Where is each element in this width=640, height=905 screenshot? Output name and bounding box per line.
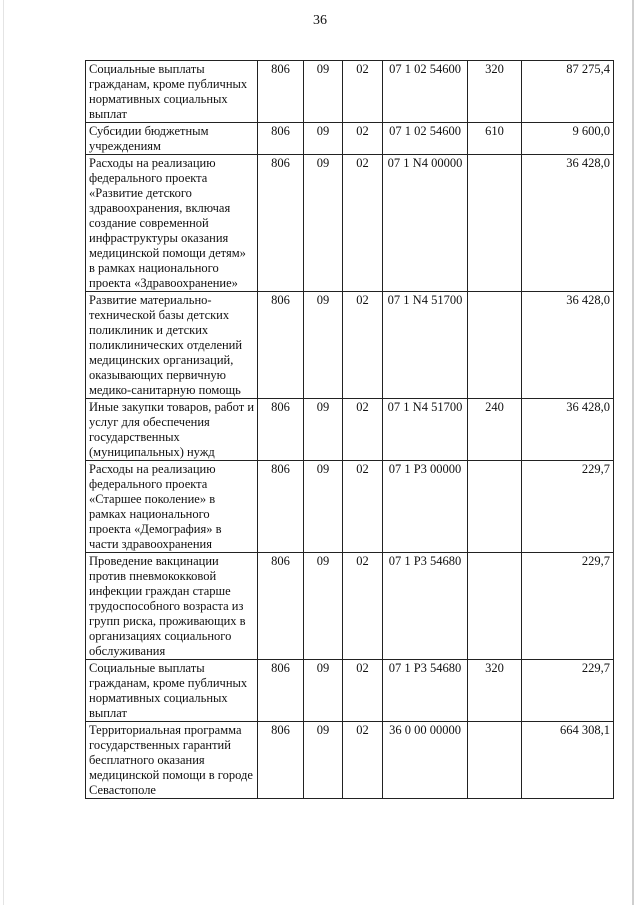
cell-target-code: 07 1 02 54600 [383,123,468,155]
scan-edge-right [632,0,634,905]
cell-ministry-code: 806 [258,123,304,155]
cell-section: 09 [304,292,343,399]
cell-sum: 229,7 [522,553,614,660]
cell-target-code: 07 1 02 54600 [383,61,468,123]
cell-name: Расходы на реализацию федерального проекта «Старшее поколение» в рамках национального проекта «Демография» в части здравоохранения [86,461,258,553]
table-row [86,461,614,553]
cell-subsection: 02 [343,155,383,292]
table-row [86,292,614,399]
table-row [86,722,614,799]
cell-subsection: 02 [343,553,383,660]
scan-edge-left [3,0,4,905]
cell-target-code: 36 0 00 00000 [383,722,468,799]
budget-table [85,60,614,799]
page-number: 36 [313,13,327,28]
cell-name: Иные закупки товаров, работ и услуг для обеспечения государственных (муниципальных) нужд [86,399,258,461]
cell-target-code: 07 1 N4 51700 [383,399,468,461]
cell-section: 09 [304,399,343,461]
table-row [86,553,614,660]
cell-expense-type: 320 [468,660,522,722]
table-row [86,123,614,155]
cell-expense-type [468,292,522,399]
table-row [86,399,614,461]
cell-target-code: 07 1 N4 00000 [383,155,468,292]
table-body [86,61,614,799]
cell-expense-type [468,155,522,292]
table-row [86,155,614,292]
cell-name: Развитие материально-технической базы детских поликлиник и детских поликлинических отделений медицинских организаций, оказывающих первичную медико-санитарную помощь [86,292,258,399]
cell-ministry-code: 806 [258,61,304,123]
cell-ministry-code: 806 [258,399,304,461]
cell-section: 09 [304,461,343,553]
cell-name: Территориальная программа государственных гарантий бесплатного оказания медицинской помощи в городе Севастополе [86,722,258,799]
cell-section: 09 [304,61,343,123]
cell-ministry-code: 806 [258,722,304,799]
cell-subsection: 02 [343,123,383,155]
cell-expense-type: 320 [468,61,522,123]
cell-target-code: 07 1 P3 00000 [383,461,468,553]
cell-expense-type [468,722,522,799]
cell-name: Расходы на реализацию федерального проекта «Развитие детского здравоохранения, включая создание современной инфраструктуры оказания медицинской помощи детям» в рамках национального проекта «Здравоохранение» [86,155,258,292]
cell-section: 09 [304,155,343,292]
cell-sum: 229,7 [522,461,614,553]
cell-subsection: 02 [343,660,383,722]
cell-name: Проведение вакцинации против пневмококковой инфекции граждан старше трудоспособного возраста из групп риска, проживающих в организациях социального обслуживания [86,553,258,660]
cell-name: Социальные выплаты гражданам, кроме публичных нормативных социальных выплат [86,61,258,123]
cell-ministry-code: 806 [258,155,304,292]
cell-expense-type: 610 [468,123,522,155]
cell-sum: 36 428,0 [522,399,614,461]
cell-sum: 36 428,0 [522,292,614,399]
cell-expense-type [468,553,522,660]
cell-subsection: 02 [343,722,383,799]
cell-expense-type: 240 [468,399,522,461]
cell-subsection: 02 [343,292,383,399]
cell-ministry-code: 806 [258,553,304,660]
cell-section: 09 [304,553,343,660]
cell-section: 09 [304,660,343,722]
cell-sum: 664 308,1 [522,722,614,799]
cell-sum: 9 600,0 [522,123,614,155]
cell-sum: 87 275,4 [522,61,614,123]
cell-expense-type [468,461,522,553]
cell-subsection: 02 [343,461,383,553]
cell-subsection: 02 [343,61,383,123]
cell-subsection: 02 [343,399,383,461]
table-row [86,660,614,722]
cell-name: Социальные выплаты гражданам, кроме публичных нормативных социальных выплат [86,660,258,722]
cell-ministry-code: 806 [258,292,304,399]
cell-ministry-code: 806 [258,461,304,553]
cell-target-code: 07 1 N4 51700 [383,292,468,399]
cell-target-code: 07 1 P3 54680 [383,553,468,660]
table-row [86,61,614,123]
cell-ministry-code: 806 [258,660,304,722]
cell-section: 09 [304,123,343,155]
cell-name: Субсидии бюджетным учреждениям [86,123,258,155]
cell-sum: 36 428,0 [522,155,614,292]
cell-section: 09 [304,722,343,799]
cell-target-code: 07 1 P3 54680 [383,660,468,722]
cell-sum: 229,7 [522,660,614,722]
